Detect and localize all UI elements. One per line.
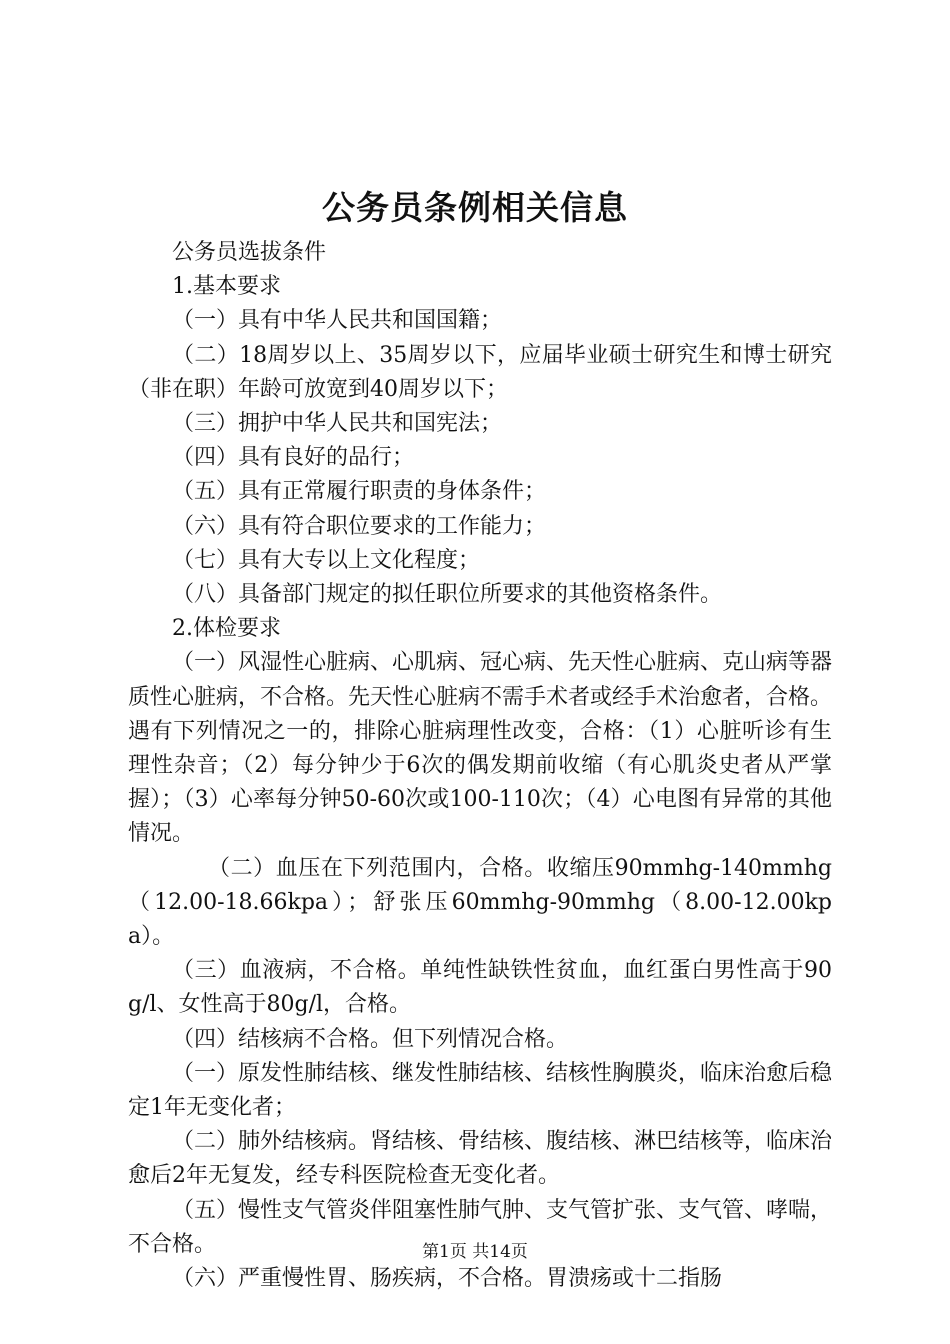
paragraph: （一）原发性肺结核、继发性肺结核、结核性胸膜炎，临床治愈后稳定1年无变化者；	[128, 1060, 833, 1121]
document-title: 公务员条例相关信息	[322, 188, 628, 227]
subheading-basic-requirements: 1.基本要求	[172, 274, 281, 300]
subheading-physical-exam: 2.体检要求	[172, 616, 281, 642]
paragraph: （八）具备部门规定的拟任职位所要求的其他资格条件。	[172, 582, 723, 608]
paragraph: （六）具有符合职位要求的工作能力；	[172, 513, 547, 539]
paragraph: （七）具有大专以上文化程度；	[172, 547, 481, 573]
paragraph: （六）严重慢性胃、肠疾病，不合格。胃溃疡或十二指肠	[172, 1266, 723, 1292]
document-body	[128, 236, 832, 1296]
paragraph: （二）血压在下列范围内，合格。收缩压90mmhg-140mmhg（12.00-18.66kpa）；舒张压60mmhg-90mmhg（8.00-12.00kpa）。	[128, 855, 832, 950]
paragraph: （五）具有正常履行职责的身体条件；	[172, 479, 547, 505]
paragraph: （二）18周岁以上、35周岁以下，应届毕业硕士研究生和博士研究（非在职）年龄可放宽到40周岁以下；	[128, 342, 832, 402]
paragraph: （四）具有良好的品行；	[172, 445, 415, 471]
paragraph: （一）具有中华人民共和国国籍；	[172, 308, 503, 334]
section-heading-selection: 公务员选拔条件	[172, 240, 327, 265]
paragraph: （一）风湿性心脏病、心肌病、冠心病、先天性心脏病、克山病等器质性心脏病，不合格。先天性心脏病不需手术者或经手术治愈者，合格。遇有下列情况之一的，排除心脏病理性改变，合格：（1）心脏听诊有生理性杂音；（2）每分钟少于6次的偶发期前收缩（有心肌炎史者从严掌握）；（3）心率每分钟50-60次或100-110次；（4）心电图有异常的其他情况。	[128, 650, 833, 847]
paragraph: （二）肺外结核病。肾结核、骨结核、腹结核、淋巴结核等，临床治愈后2年无复发，经专科医院检查无变化者。	[128, 1129, 833, 1189]
paragraph: （三）血液病，不合格。单纯性缺铁性贫血，血红蛋白男性高于90g/l、女性高于80g/l，合格。	[128, 958, 832, 1018]
page-number-footer: 第1页 共14页	[422, 1242, 528, 1262]
paragraph: （四）结核病不合格。但下列情况合格。	[172, 1026, 569, 1052]
paragraph: （三）拥护中华人民共和国宪法；	[172, 411, 503, 437]
paragraph: （五）慢性支气管炎伴阻塞性肺气肿、支气管扩张、支气管、哮喘，不合格。	[128, 1197, 833, 1257]
